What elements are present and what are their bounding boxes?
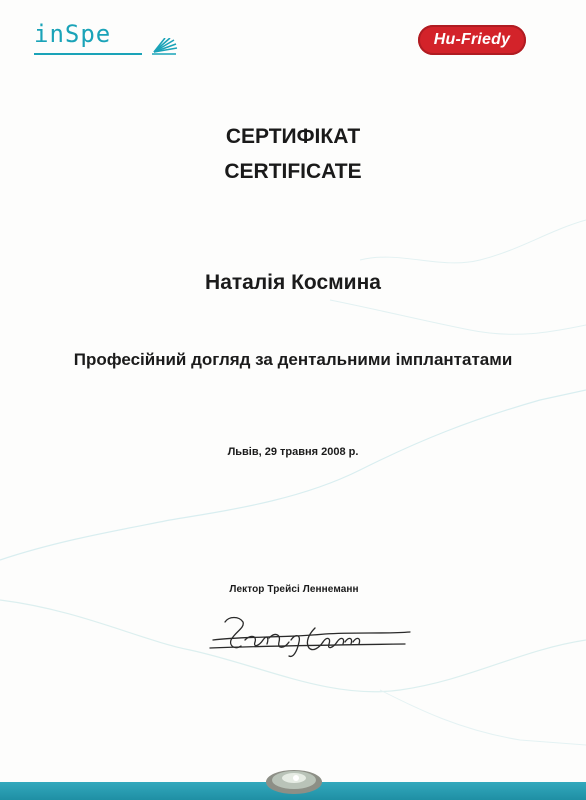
recipient-name: Наталія Космина [205,271,381,294]
hu-friedy-logo-text: Hu-Friedy [433,31,511,48]
shell-fan-icon [150,38,178,66]
handwritten-signature [205,612,415,664]
certificate-title-en: CERTIFICATE [224,160,362,183]
place-and-date: Львів, 29 травня 2008 р. [227,446,359,458]
certificate-title-ua: СЕРТИФІКАТ [225,125,361,148]
hu-friedy-logo [418,25,526,55]
inspe-logo-underline [34,53,142,55]
inspe-logo [34,16,146,60]
inspe-logo-text: inSpe [34,20,112,48]
course-title: Професійний догляд за дентальними імплантатами [73,350,513,369]
oyster-shell-icon [262,762,326,796]
lecturer-name: Лектор Трейсі Леннеманн [229,584,359,595]
